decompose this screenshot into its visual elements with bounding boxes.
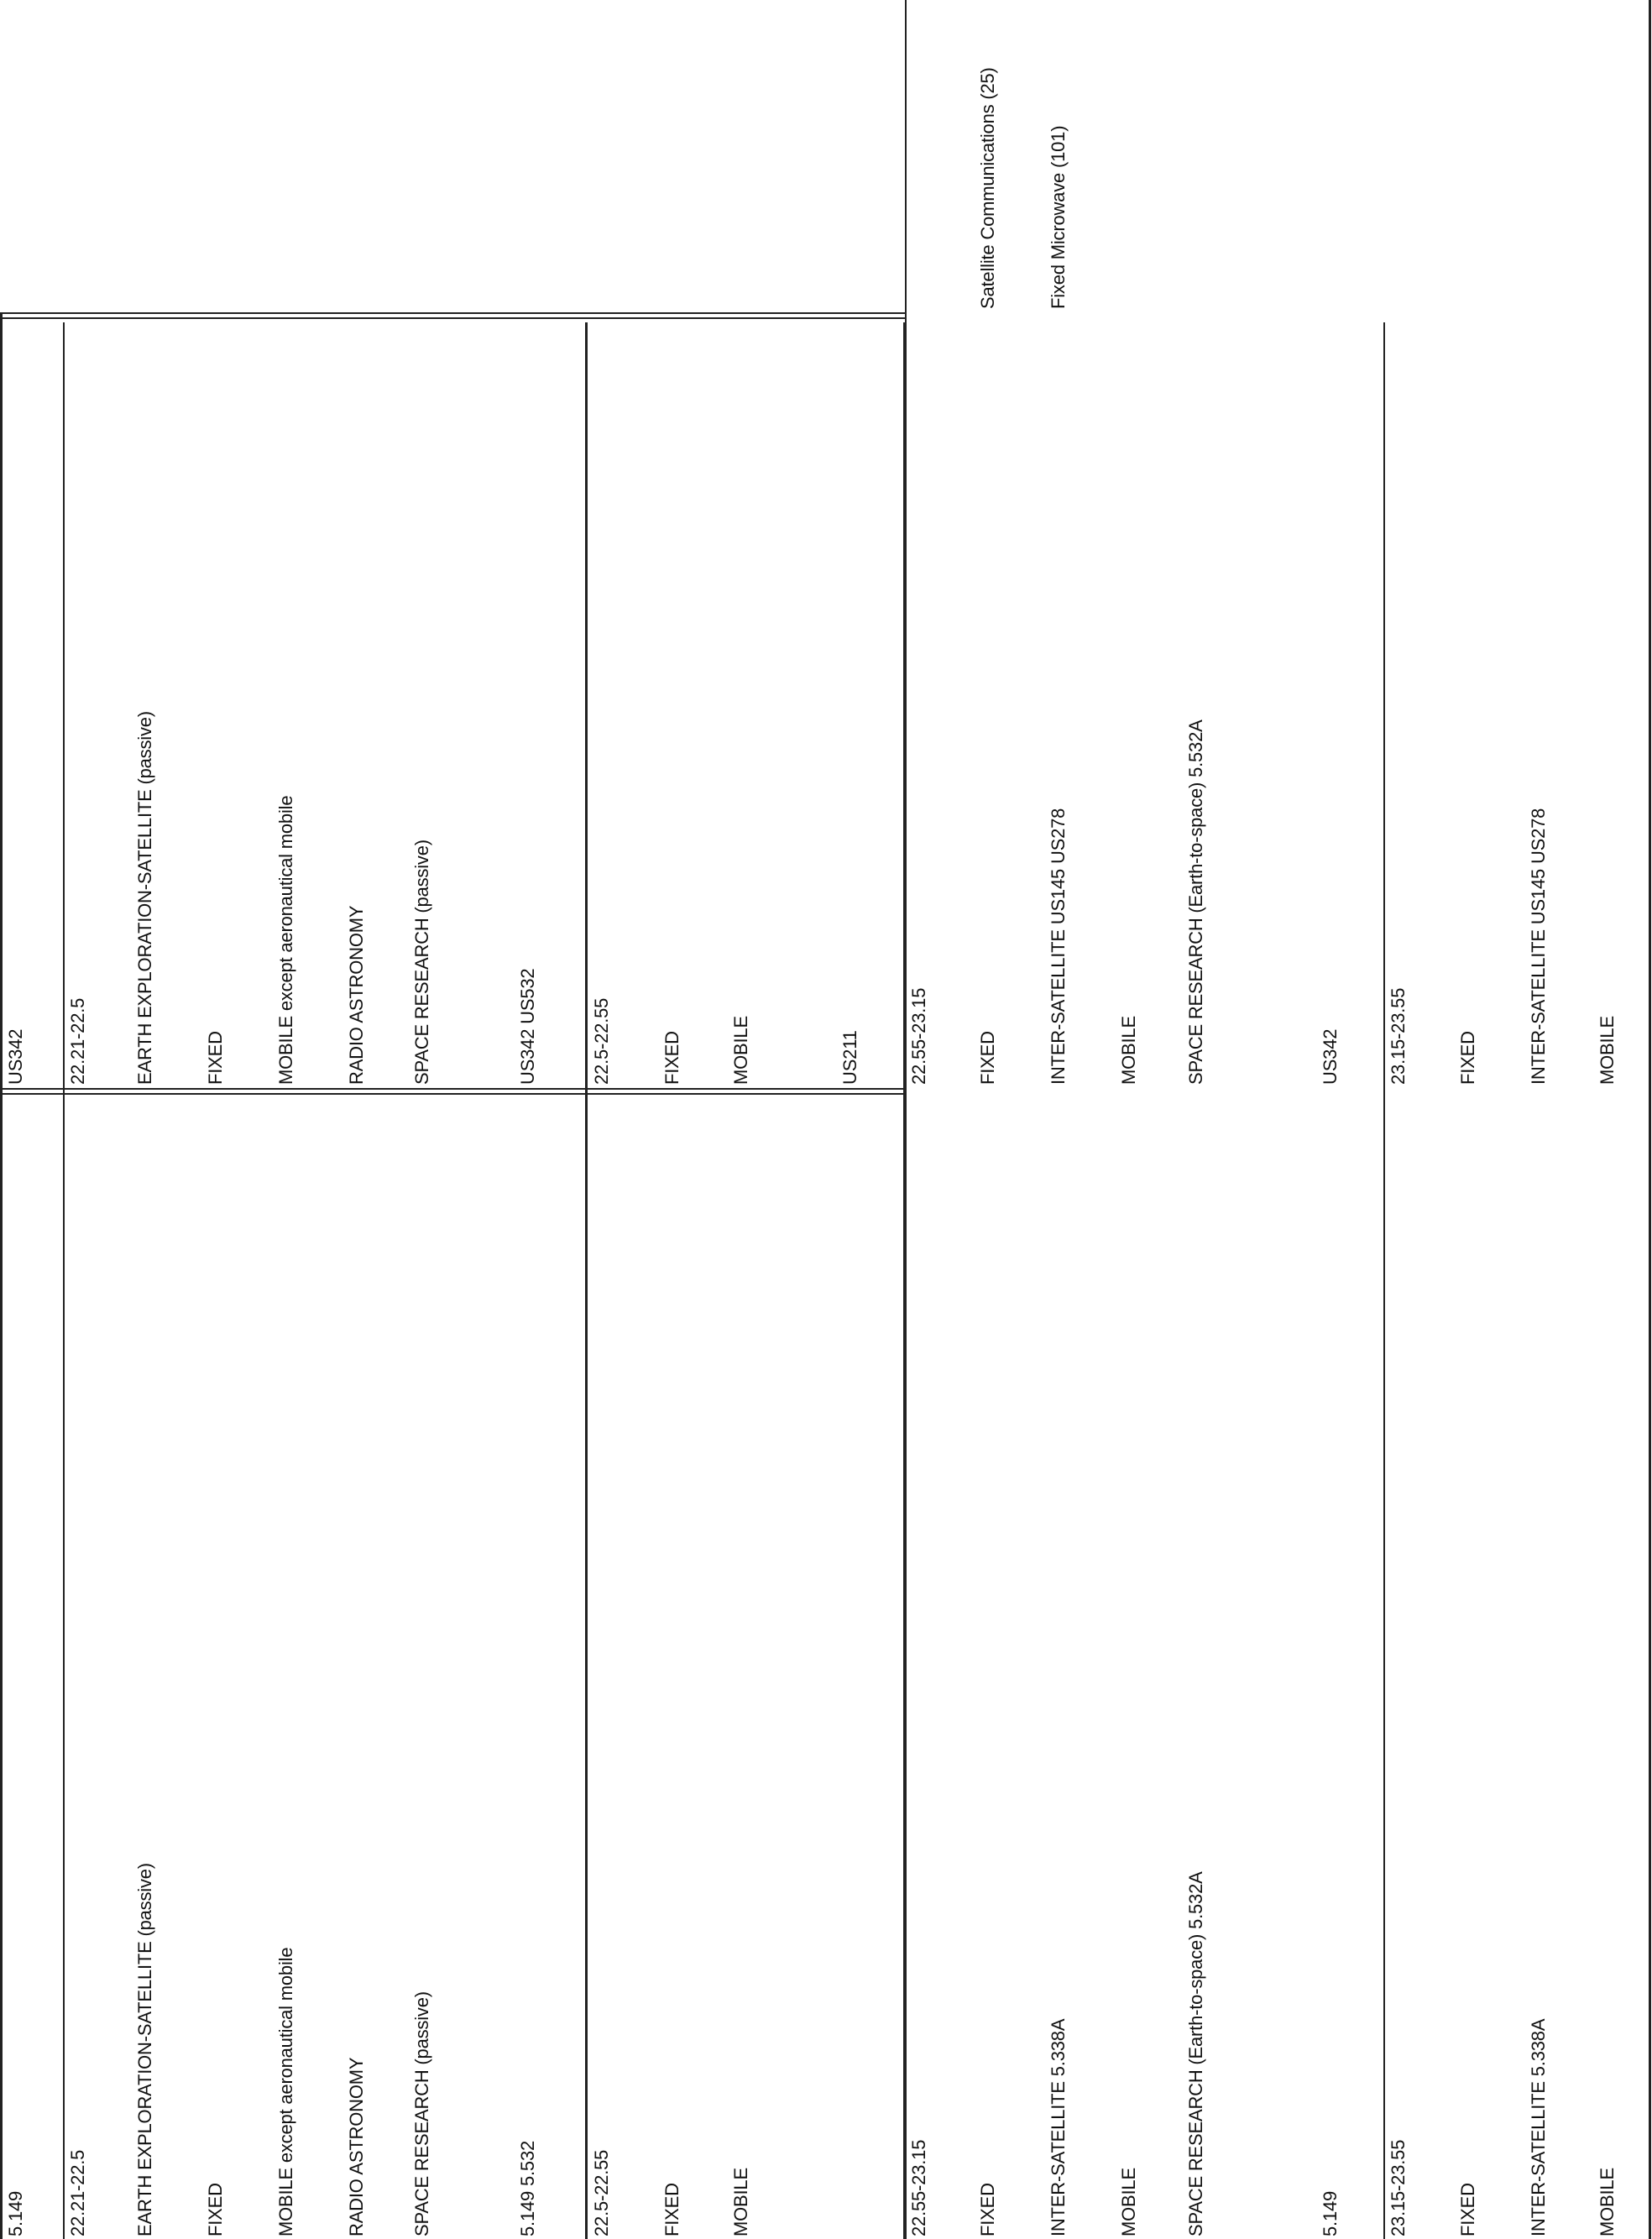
middle-band-range: 22.5-22.55 <box>591 997 612 1085</box>
right-service: Satellite Communications (25) <box>977 67 998 309</box>
page-right-border <box>1649 0 1651 2239</box>
column-divider-inner <box>0 1093 907 1095</box>
middle-allocation: INTER-SATELLITE US145 US278 <box>1048 808 1069 1085</box>
middle-allocation: FIXED <box>977 1031 998 1085</box>
middle-allocation: SPACE RESEARCH (Earth-to-space) 5.532A <box>1185 719 1206 1085</box>
left-top-note: 5.149 <box>5 2190 26 2236</box>
middle-band-range: 22.21-22.5 <box>67 997 88 1085</box>
band-divider <box>63 322 65 2239</box>
middle-allocation: SPACE RESEARCH (passive) <box>411 840 432 1085</box>
column-divider <box>0 1088 907 1090</box>
table-border-top <box>0 312 907 314</box>
left-footnotes: 5.149 <box>1320 2190 1341 2236</box>
band-divider <box>1383 322 1385 1093</box>
middle-allocation: MOBILE <box>1597 1016 1618 1085</box>
band-divider <box>585 322 588 2239</box>
left-band-range: 22.21-22.5 <box>67 2149 88 2236</box>
left-allocation: FIXED <box>661 2183 682 2236</box>
band-divider <box>903 322 905 2239</box>
middle-allocation: MOBILE except aeronautical mobile <box>275 795 296 1085</box>
middle-footnotes: US342 <box>1320 1028 1341 1085</box>
left-allocation: FIXED <box>205 2183 226 2236</box>
left-allocation: MOBILE <box>1118 2168 1139 2236</box>
left-footnotes: 5.149 5.532 <box>517 2140 538 2236</box>
middle-allocation: FIXED <box>1457 1031 1478 1085</box>
left-allocation: FIXED <box>977 2183 998 2236</box>
left-allocation: SPACE RESEARCH (passive) <box>411 1991 432 2236</box>
middle-footnotes: US342 US532 <box>517 968 538 1085</box>
middle-band-range: 22.55-23.15 <box>908 987 929 1085</box>
middle-allocation: EARTH EXPLORATION-SATELLITE (passive) <box>134 711 155 1085</box>
table-border-left <box>0 312 3 2239</box>
left-allocation: MOBILE <box>1597 2168 1618 2236</box>
left-band-range: 23.15-23.55 <box>1388 2139 1409 2236</box>
left-band-range: 22.5-22.55 <box>591 2149 612 2236</box>
left-band-range: 22.55-23.15 <box>908 2139 929 2236</box>
left-allocation: MOBILE <box>730 2168 751 2236</box>
table-border-top-inner <box>0 317 907 319</box>
left-allocation: EARTH EXPLORATION-SATELLITE (passive) <box>134 1863 155 2236</box>
left-allocation: SPACE RESEARCH (Earth-to-space) 5.532A <box>1185 1871 1206 2236</box>
left-allocation: MOBILE except aeronautical mobile <box>275 1947 296 2236</box>
middle-allocation: MOBILE <box>730 1016 751 1085</box>
middle-allocation: INTER-SATELLITE US145 US278 <box>1528 808 1549 1085</box>
middle-band-range: 23.15-23.55 <box>1388 987 1409 1085</box>
middle-allocation: FIXED <box>661 1031 682 1085</box>
left-allocation: FIXED <box>1457 2183 1478 2236</box>
middle-allocation: MOBILE <box>1118 1016 1139 1085</box>
left-allocation: RADIO ASTRONOMY <box>346 2057 367 2236</box>
middle-allocation: RADIO ASTRONOMY <box>346 905 367 1085</box>
left-allocation: INTER-SATELLITE 5.338A <box>1048 2018 1069 2236</box>
middle-top-note: US342 <box>5 1028 26 1085</box>
right-service: Fixed Microwave (101) <box>1048 125 1069 309</box>
right-column-border <box>905 0 907 2239</box>
band-divider-left <box>1383 1093 1385 2239</box>
left-allocation: INTER-SATELLITE 5.338A <box>1528 2018 1549 2236</box>
middle-footnotes: US211 <box>839 1030 860 1085</box>
middle-allocation: FIXED <box>205 1031 226 1085</box>
